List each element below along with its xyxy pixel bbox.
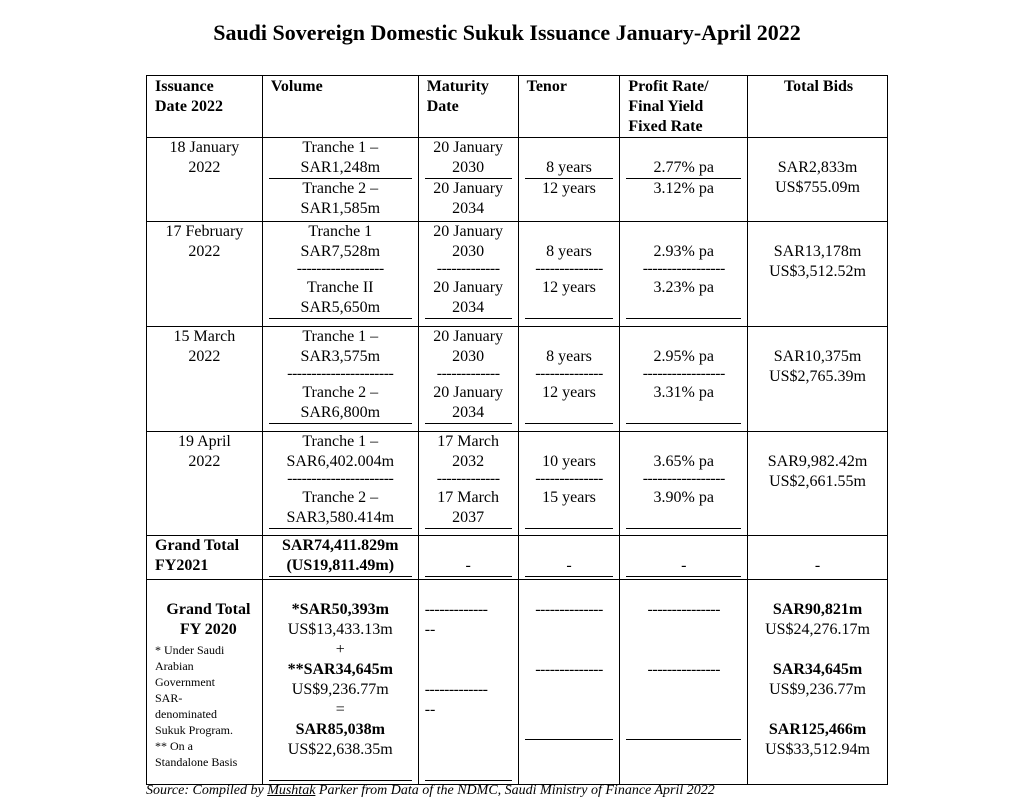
date-text: 2022 [188,243,221,260]
tenor-text: 12 years [542,180,596,197]
volume-cell [262,222,418,327]
header-tenor [518,76,620,138]
header-text: Issuance [155,78,214,95]
date-text: 2022 [188,453,221,470]
header-total-bids [748,76,888,138]
grand-volume-sar: SAR74,411.829m [282,537,399,554]
header-text: Total Bids [783,78,854,95]
rate-cell [620,536,748,580]
label-text: Grand Total [166,601,251,618]
source-note [146,783,715,799]
bids-usd: US$3,512.52m [769,263,866,280]
tranche-label: Tranche 1 – [302,139,379,156]
separator-dashes: ------------- [436,472,500,486]
issuance-date-cell [147,138,263,222]
empty-dash: - [525,556,614,577]
maturity-text: 20 January [433,223,504,240]
maturity-cell [418,327,518,432]
separator-dashes: -------------- [535,367,603,381]
maturity-text: 2034 [452,299,485,316]
rate-text: 3.31% pa [653,384,714,401]
tranche-label: Tranche II [307,279,374,296]
table-row [147,432,888,536]
underline [269,780,412,781]
maturity-text: 2034 [452,404,485,421]
maturity-text: 2034 [452,200,485,217]
tenor-text: 8 years [525,158,614,179]
empty-dash: - [814,557,821,574]
header-text: Volume [270,78,323,95]
tenor-cell [518,138,620,222]
bids-usd: US$755.09m [775,179,860,196]
separator-dashes: -------------- [535,262,603,276]
header-text: Date [426,98,459,115]
maturity-text: 20 January [433,180,504,197]
rate-text: 3.12% pa [653,180,714,197]
separator-dashes: ----------------- [642,472,725,486]
tenor-text: 12 years [542,279,596,296]
volume-line: = [335,701,345,718]
rate-cell [620,327,748,432]
bids-cell [748,327,888,432]
tenor-cell [518,536,620,580]
tranche-label: Tranche 2 – [302,384,379,401]
date-text: 19 April [177,433,231,450]
issuance-date-cell [147,222,263,327]
bids-line: SAR125,466m [768,721,867,738]
tranche-volume: SAR1,585m [300,200,381,217]
tenor-text: 15 years [542,489,596,506]
volume-line: US$13,433.13m [287,621,393,638]
footnote-text: * Under Saudi [155,643,225,657]
rate-cell [620,580,748,785]
grand-total-2021-row [147,536,888,580]
grand-volume-usd: (US19,811.49m) [286,557,395,574]
label-text: FY 2020 [180,621,237,638]
maturity-cell [418,138,518,222]
tenor-text: 12 years [542,384,596,401]
volume-cell [262,432,418,536]
bids-cell [748,138,888,222]
tranche-volume: SAR3,575m [300,348,381,365]
separator-dashes: ------------- [436,367,500,381]
bids-sar: SAR2,833m [777,159,858,176]
date-text: 2022 [188,348,221,365]
maturity-text: 2032 [452,453,485,470]
grand-total-2020-row [147,580,888,785]
table-row [147,327,888,432]
header-text: Fixed Rate [628,118,703,135]
header-maturity-date [418,76,518,138]
tranche-volume: SAR6,402.004m [286,453,395,470]
grand-total-2021-label [147,536,263,580]
maturity-text: 17 March [437,433,500,450]
tenor-cell [518,432,620,536]
volume-line: *SAR50,393m [291,601,389,618]
volume-cell [262,327,418,432]
rate-cell [620,222,748,327]
separator-dashes: -- [424,621,436,638]
page-title: Saudi Sovereign Domestic Sukuk Issuance January-April 2022 [213,20,801,45]
header-text: Final Yield [628,98,704,115]
tranche-label: Tranche 2 – [302,489,379,506]
separator-dashes: --------------- [647,601,720,618]
footnote-text: Standalone Basis [155,755,238,769]
tranche-volume: SAR1,248m [300,159,381,176]
rate-cell [620,138,748,222]
maturity-text: 20 January [433,279,504,296]
bids-usd: US$2,661.55m [769,473,866,490]
footnote-text: denominated [155,707,217,721]
tenor-text: 8 years [546,348,592,365]
bids-line: SAR34,645m [772,661,863,678]
maturity-cell [418,536,518,580]
tranche-volume: SAR3,580.414m [286,509,395,526]
bids-usd: US$2,765.39m [769,368,866,385]
maturity-text: 20 January [433,139,504,156]
source-prefix: Source: Compiled by [146,783,268,798]
bids-line: US$24,276.17m [765,621,870,638]
rate-text: 2.77% pa [626,158,741,179]
bids-sar: SAR10,375m [773,348,862,365]
separator-dashes: ------------- [424,601,488,618]
footnote-text: Arabian [155,659,194,673]
separator-dashes: ------------- [436,262,500,276]
source-suffix: Parker from Data of the NDMC, Saudi Ministry of Finance April 2022 [315,783,715,798]
volume-line: + [335,641,345,658]
empty-dash: - [626,556,741,577]
grand-total-2020-label [147,580,263,785]
separator-dashes: -------------- [535,601,603,618]
bids-cell [748,222,888,327]
header-issuance-date [147,76,263,138]
rate-cell [620,432,748,536]
source-author: Mushtak [267,783,316,798]
bids-sar: SAR13,178m [773,243,862,260]
maturity-text: 2030 [452,159,485,176]
sukuk-issuance-table [146,75,888,785]
separator-dashes: --------------- [647,661,720,678]
rate-text: 2.93% pa [653,243,714,260]
label-text: Grand Total [155,537,240,554]
label-text: FY2021 [155,557,209,574]
bids-cell [748,432,888,536]
tranche-label: Tranche 2 – [302,180,379,197]
maturity-text: 2030 [452,243,485,260]
tranche-volume: SAR6,800m [300,404,381,421]
table-header-row [147,76,888,138]
table-row [147,138,888,222]
volume-cell [262,138,418,222]
separator-dashes: ---------------------- [287,472,394,486]
separator-dashes: ------------- [424,681,488,698]
header-profit-rate [620,76,748,138]
separator-dashes: ---------------------- [287,367,394,381]
maturity-cell [418,222,518,327]
bids-cell [748,580,888,785]
bids-line: US$33,512.94m [765,741,870,758]
tenor-cell [518,327,620,432]
tranche-label: Tranche 1 [308,223,373,240]
rate-text: 3.65% pa [653,453,714,470]
tenor-cell [518,222,620,327]
maturity-cell [418,432,518,536]
date-text: 15 March [173,328,236,345]
tranche-volume: SAR5,650m [300,299,381,316]
maturity-text: 17 March [437,489,500,506]
rate-text: 3.90% pa [653,489,714,506]
footnote-text: Government [155,675,215,689]
maturity-text: 20 January [433,328,504,345]
rate-text: 3.23% pa [653,279,714,296]
separator-dashes: ----------------- [642,367,725,381]
maturity-text: 2030 [452,348,485,365]
separator-dashes: -------------- [535,661,603,678]
bids-line: SAR90,821m [772,601,863,618]
header-text: Profit Rate/ [628,78,709,95]
header-volume [262,76,418,138]
maturity-cell [418,580,518,785]
tranche-label: Tranche 1 – [302,433,379,450]
bids-sar: SAR9,982.42m [767,453,868,470]
underline [425,780,512,781]
tranche-volume: SAR7,528m [300,243,381,260]
rate-text: 2.95% pa [653,348,714,365]
header-text: Tenor [526,78,567,95]
tenor-text: 10 years [542,453,596,470]
separator-dashes: -------------- [535,472,603,486]
separator-dashes: ----------------- [642,262,725,276]
maturity-text: 20 January [433,384,504,401]
tranche-label: Tranche 1 – [302,328,379,345]
date-text: 17 February [165,223,244,240]
header-text: Maturity [426,78,489,95]
table-row [147,222,888,327]
empty-dash: - [425,556,512,577]
issuance-date-cell [147,327,263,432]
footnote-text: ** On a [155,739,193,753]
volume-line: SAR85,038m [295,721,385,738]
tenor-text: 8 years [546,243,592,260]
tenor-cell [518,580,620,785]
maturity-text: 2037 [452,509,485,526]
footnote-text: SAR- [155,691,183,705]
header-text: Date 2022 [155,98,223,115]
bids-cell [748,536,888,580]
footnote-text: Sukuk Program. [155,723,233,737]
date-text: 2022 [188,159,221,176]
volume-cell [262,536,418,580]
volume-cell [262,580,418,785]
separator-dashes: -- [424,701,436,718]
issuance-date-cell [147,432,263,536]
bids-line: US$9,236.77m [769,681,866,698]
volume-line: US$9,236.77m [291,681,389,698]
date-text: 18 January [169,139,240,156]
separator-dashes: ------------------ [296,262,384,276]
volume-line: **SAR34,645m [287,661,393,678]
volume-line: US$22,638.35m [287,741,393,758]
